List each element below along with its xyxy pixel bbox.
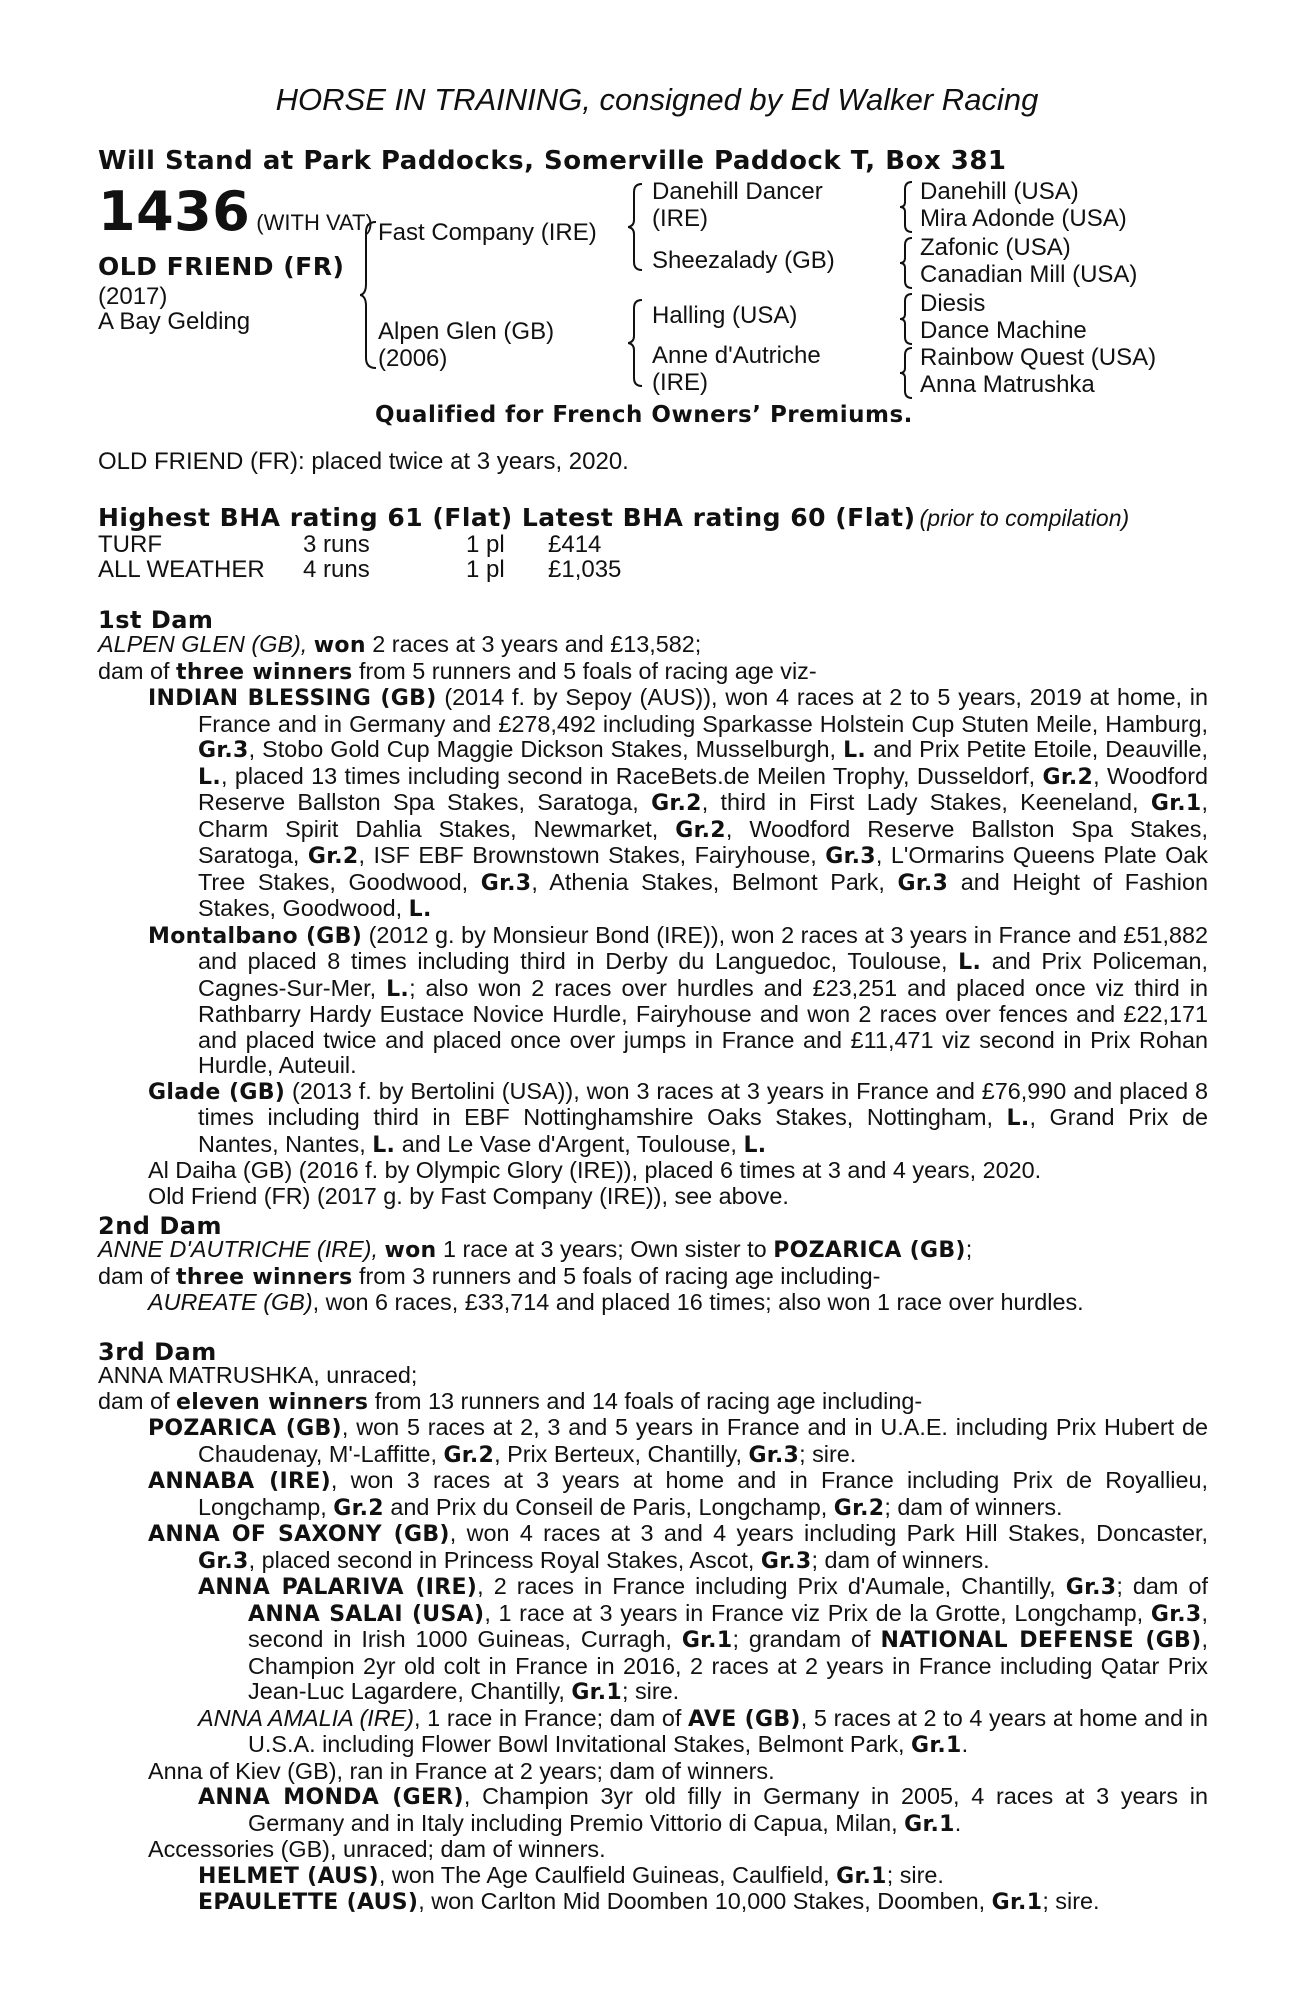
- text: from 5 runners and 5 foals of racing age viz-: [352, 657, 817, 684]
- text-run: , won 4 races at 3 and 4 years including Park Hill Stakes, Doncaster,: [449, 1520, 1208, 1546]
- grade-label: L.: [372, 1132, 396, 1158]
- produce-name: Glade (GB): [148, 1079, 286, 1105]
- text-run: ; dam of winners.: [884, 1493, 1063, 1520]
- grade-label: Gr.2: [307, 844, 359, 869]
- text-run: and Height of Fashion Stakes, Goodwood,: [198, 868, 1208, 921]
- produce-entry: Accessories (GB), unraced; dam of winners.: [148, 1836, 606, 1862]
- bha-rating: [98, 503, 1129, 532]
- text-run: from 13 runners and 14 foals of racing age including-: [368, 1387, 923, 1414]
- produce-name: ANNA SALAI (USA): [248, 1601, 485, 1627]
- pedigree-sss: Danehill (USA): [920, 178, 1079, 205]
- produce-entry: Old Friend (FR) (2017 g. by Fast Company (IRE)), see above.: [148, 1182, 789, 1209]
- record-places: 1 pl: [466, 531, 505, 558]
- pedigree-sire-sire-country: (IRE): [652, 205, 708, 232]
- grade-label: Gr.3: [198, 1548, 249, 1574]
- pedigree-ssd: Mira Adonde (USA): [920, 205, 1127, 232]
- produce-name: AUREATE (GB): [148, 1289, 313, 1315]
- record-runs: 4 runs: [303, 556, 370, 583]
- text-run: ; also won 2 races over hurdles and £23,251 and placed once viz third in Rathbarry Hardy Eustace Novice Hurdle, Fairyhouse and won 2 races over fences and £22,171 and placed twice and placed once over jumps in France and £11,471 viz second in Prix Rohan Hurdle, Auteuil.: [198, 974, 1208, 1078]
- text-run: , 1 race in France; dam of: [414, 1704, 689, 1731]
- text-run: , second in Irish 1000 Guineas, Curragh,: [248, 1599, 1208, 1652]
- pedigree-dam-sire: Halling (USA): [652, 302, 798, 329]
- produce-entry: [98, 1784, 1208, 1837]
- grade-label: Gr.1: [904, 1811, 955, 1837]
- second-dam-produce-summary: [98, 1264, 1208, 1291]
- second-dam-line: [98, 1237, 1208, 1264]
- text-run: and Prix du Conseil de Paris, Longchamp,: [383, 1493, 834, 1520]
- grade-label: Gr.2: [651, 791, 702, 816]
- pedigree-dam-year: (2006): [378, 345, 448, 372]
- text-run: , third in First Lady Stakes, Keeneland,: [701, 789, 1151, 815]
- second-dam-heading: 2nd Dam: [98, 1212, 222, 1240]
- grade-label: L.: [1006, 1106, 1030, 1131]
- vat-label: (WITH VAT): [256, 210, 373, 235]
- produce-name: NATIONAL DEFENSE (GB): [880, 1628, 1202, 1653]
- grade-label: Gr.3: [825, 844, 876, 869]
- text-run: , Athenia Stakes, Belmont Park,: [531, 868, 898, 895]
- first-dam-section: [98, 632, 1208, 1209]
- record-prize: £414: [548, 531, 602, 558]
- horse-description: A Bay Gelding: [98, 308, 251, 335]
- text-run: , Charm Spirit Dahlia Stakes, Newmarket,: [198, 789, 1208, 842]
- grade-label: Gr.2: [675, 817, 726, 843]
- grade-label: Gr.1: [1150, 791, 1202, 816]
- grade-label: Gr.2: [833, 1495, 885, 1521]
- produce-entry: [98, 1574, 1208, 1706]
- text-run: , placed second in Princess Royal Stakes, Ascot,: [248, 1546, 761, 1573]
- text-run: ; grandam of: [732, 1626, 881, 1652]
- produce-entry: Al Daiha (GB) (2016 f. by Olympic Glory (IRE)), placed 6 times at 3 and 4 years, 2020.: [148, 1157, 1042, 1183]
- page-title: HORSE IN TRAINING, consigned by Ed Walker Racing: [275, 82, 1039, 117]
- pedigree-dds: Rainbow Quest (USA): [920, 344, 1157, 371]
- pedigree-brace-sire: [628, 182, 646, 272]
- grade-label: Gr.2: [1042, 764, 1094, 790]
- horse-name: OLD FRIEND (FR): [98, 252, 345, 281]
- text-run: , won 3 races at 3 years at home and in France including Prix de Royallieu, Longchamp,: [198, 1467, 1208, 1520]
- pedigree-sire: Fast Company (IRE): [378, 219, 597, 246]
- text-run: ; dam of winners.: [811, 1546, 990, 1573]
- text-run: , Stobo Gold Cup Maggie Dickson Stakes, Musselburgh,: [248, 736, 844, 762]
- text-run: ; sire.: [799, 1440, 857, 1467]
- text-run: from 3 runners and 5 foals of racing age including-: [352, 1262, 881, 1289]
- first-dam-produce-summary: [98, 659, 1208, 686]
- grade-label: L.: [198, 764, 221, 790]
- produce-name: EPAULETTE (AUS): [198, 1890, 419, 1915]
- text-run: dam of: [98, 1262, 177, 1289]
- text-run: ; sire.: [1042, 1888, 1100, 1914]
- pedigree-ddd: Anna Matrushka: [920, 371, 1095, 398]
- text-run: and Le Vase d'Argent, Toulouse,: [395, 1130, 744, 1157]
- text-run: (2012 g. by Monsieur Bond (IRE)), won 2 races at 3 years in France and £51,882 and placed 8 times including third in Derby du Languedoc, Toulouse,: [198, 921, 1208, 974]
- text-run: .: [961, 1731, 969, 1757]
- grade-label: Gr.3: [897, 870, 949, 896]
- dam-record: 2 races at 3 years and £13,582;: [365, 631, 702, 657]
- produce-name: Montalbano (GB): [148, 923, 363, 949]
- text: dam of: [98, 657, 177, 684]
- dam-name: ALPEN GLEN (GB),: [98, 631, 314, 657]
- pedigree-dam-dam: Anne d'Autriche: [652, 342, 821, 369]
- grade-label: Gr.3: [760, 1548, 812, 1574]
- text-run: ; sire.: [886, 1861, 944, 1888]
- race-summary: OLD FRIEND (FR): placed twice at 3 years, 2020.: [98, 448, 629, 475]
- grade-label: Gr.2: [333, 1495, 384, 1521]
- first-dam-line: [98, 632, 1208, 659]
- third-dam-line: ANNA MATRUSHKA, unraced;: [98, 1362, 418, 1388]
- text-run: , 1 race at 3 years in France viz Prix de la Grotte, Longchamp,: [484, 1599, 1151, 1626]
- bha-rating-note: (prior to compilation): [919, 505, 1130, 531]
- produce-name: INDIAN BLESSING (GB): [148, 686, 437, 711]
- grade-label: Gr.1: [991, 1890, 1043, 1915]
- pedigree-brace-dd: [900, 346, 914, 400]
- pedigree-sdd: Canadian Mill (USA): [920, 261, 1138, 288]
- dam-name: ANNE D'AUTRICHE (IRE),: [98, 1236, 385, 1262]
- record-prize: £1,035: [548, 556, 622, 583]
- text-run: , 2 races in France including Prix d'Aumale, Chantilly,: [477, 1573, 1066, 1599]
- grade-label: L.: [958, 950, 982, 975]
- grade-label: Gr.1: [836, 1863, 887, 1889]
- produce-entry: [98, 1468, 1208, 1521]
- third-dam-heading: 3rd Dam: [98, 1338, 217, 1366]
- text-run: , ISF EBF Brownstown Stakes, Fairyhouse,: [358, 842, 826, 868]
- grade-label: Gr.3: [748, 1442, 800, 1468]
- produce-entry: [98, 1863, 1208, 1890]
- second-dam-section: [98, 1237, 1208, 1316]
- lot-number-value: 1436: [98, 180, 251, 243]
- grade-label: Gr.2: [443, 1442, 495, 1468]
- lot-number: [98, 180, 373, 250]
- grade-label: L.: [843, 738, 867, 763]
- produce-name: ANNABA (IRE): [148, 1469, 331, 1494]
- text-run: , L'Ormarins Queens Plate Oak Tree Stakes, Goodwood,: [198, 842, 1208, 895]
- produce-entry: [98, 1079, 1208, 1159]
- text-run: , placed 13 times including second in RaceBets.de Meilen Trophy, Dusseldorf,: [220, 762, 1043, 789]
- text-run: ; sire.: [621, 1678, 680, 1704]
- grade-label: Gr.3: [198, 738, 249, 763]
- grade-label: L.: [408, 897, 432, 922]
- third-dam-produce-summary: [98, 1389, 1208, 1416]
- winners-count: eleven winners: [176, 1389, 369, 1415]
- produce-entry: [98, 1521, 1208, 1574]
- grade-label: Gr.3: [480, 870, 532, 896]
- winners-count: three winners: [176, 1264, 353, 1290]
- produce-entry: [98, 1290, 1208, 1316]
- grade-label: L.: [386, 976, 410, 1002]
- grade-label: L.: [743, 1132, 767, 1158]
- winners-count: three winners: [176, 659, 353, 685]
- text-run: ; dam of: [1116, 1573, 1208, 1599]
- text-run: , Woodford Reserve Ballston Spa Stakes, Saratoga,: [198, 815, 1208, 868]
- won-label: won: [384, 1238, 437, 1263]
- grade-label: Gr.1: [571, 1680, 622, 1705]
- pedigree-brace-sd: [900, 236, 914, 290]
- text-run: , Prix Berteux, Chantilly,: [494, 1440, 749, 1467]
- grade-label: Gr.3: [1065, 1575, 1117, 1600]
- text-run: 1 race at 3 years; Own sister to: [436, 1236, 774, 1262]
- text-run: and Prix Petite Etoile, Deauville,: [866, 736, 1209, 762]
- premiums-note: Qualified for French Owners’ Premiums.: [375, 402, 913, 428]
- pedigree-sire-dam: Sheezalady (GB): [652, 247, 835, 274]
- produce-entry: [98, 923, 1208, 1079]
- pedigree-sire-sire: Danehill Dancer: [652, 178, 823, 205]
- pedigree-brace-ss: [900, 180, 914, 234]
- produce-name: ANNA OF SAXONY (GB): [148, 1522, 450, 1547]
- text-run: ;: [965, 1236, 973, 1262]
- record-surface: TURF: [98, 531, 162, 558]
- pedigree-dam-dam-country: (IRE): [652, 369, 708, 396]
- grade-label: Gr.1: [681, 1628, 733, 1653]
- record-places: 1 pl: [466, 556, 505, 583]
- pedigree-dss: Diesis: [920, 290, 986, 317]
- grade-label: Gr.3: [1150, 1601, 1202, 1627]
- grade-label: Gr.1: [911, 1733, 962, 1758]
- produce-name: POZARICA (GB): [148, 1416, 342, 1441]
- sister-name: POZARICA (GB): [773, 1238, 966, 1263]
- produce-entry: Anna of Kiev (GB), ran in France at 2 years; dam of winners.: [148, 1757, 775, 1784]
- produce-name: ANNA PALARIVA (IRE): [198, 1575, 478, 1600]
- third-dam-section: [98, 1363, 1208, 1916]
- pedigree-brace-main: [360, 220, 380, 370]
- produce-entry: [98, 1415, 1208, 1468]
- pedigree-brace-ds: [900, 292, 914, 346]
- text-run: (2014 f. by Sepoy (AUS)), won 4 races at 2 to 5 years, 2019 at home, in France and in Germany and £278,492 including Sparkasse Holstein Cup Stuten Meile, Hamburg,: [198, 684, 1208, 737]
- pedigree-dam: Alpen Glen (GB): [378, 318, 555, 345]
- record-surface: ALL WEATHER: [98, 556, 265, 583]
- record-runs: 3 runs: [303, 531, 370, 558]
- text-run: , Champion 3yr old filly in Germany in 2005, 4 races at 3 years in Germany and in Italy including Premio Vittorio di Capua, Milan,: [248, 1783, 1208, 1836]
- horse-year: (2017): [98, 283, 168, 310]
- first-dam-heading: 1st Dam: [98, 606, 214, 634]
- bha-rating-head: Highest BHA rating 61 (Flat) Latest BHA rating 60 (Flat): [98, 503, 916, 532]
- pedigree-brace-dam: [628, 298, 646, 388]
- produce-name: ANNA MONDA (GER): [198, 1785, 464, 1810]
- produce-entry: [98, 1889, 1208, 1916]
- pedigree-sds: Zafonic (USA): [920, 234, 1071, 261]
- text-run: , won Carlton Mid Doomben 10,000 Stakes, Doomben,: [418, 1888, 992, 1914]
- text-run: , Champion 2yr old colt in France in 2016, 2 races at 2 years in France including Qatar Prix Jean-Luc Lagardere, Chantilly,: [248, 1626, 1208, 1704]
- pedigree-dsd: Dance Machine: [920, 317, 1087, 344]
- text-run: dam of: [98, 1387, 177, 1414]
- produce-name: ANNA AMALIA (IRE): [198, 1704, 415, 1731]
- text-run: , Woodford Reserve Ballston Spa Stakes, Saratoga,: [198, 762, 1208, 815]
- text-run: (2013 f. by Bertolini (USA)), won 3 races at 3 years in France and £76,990 and placed 8 times including third in EBF Nottinghamshire Oaks Stakes, Nottingham,: [198, 1077, 1209, 1130]
- won-label: won: [313, 633, 366, 658]
- produce-entry: [98, 1706, 1208, 1759]
- text-run: , won 6 races, £33,714 and placed 16 times; also won 1 race over hurdles.: [312, 1289, 1084, 1315]
- produce-entry: [98, 685, 1208, 923]
- text-run: .: [954, 1809, 962, 1836]
- text-run: , Grand Prix de Nantes, Nantes,: [198, 1104, 1208, 1157]
- text-run: and Prix Policeman, Cagnes-Sur-Mer,: [198, 948, 1208, 1001]
- text-run: , 5 races at 2 to 4 years at home and in U.S.A. including Flower Bowl Invitational Stakes, Belmont Park,: [248, 1704, 1209, 1757]
- text-run: , won The Age Caulfield Guineas, Caulfield,: [378, 1861, 837, 1888]
- stand-location: Will Stand at Park Paddocks, Somerville Paddock T, Box 381: [98, 146, 1007, 176]
- produce-name: HELMET (AUS): [198, 1863, 379, 1889]
- produce-name: AVE (GB): [688, 1706, 801, 1732]
- text-run: , won 5 races at 2, 3 and 5 years in France and in U.A.E. including Prix Hubert de Chaudenay, M'-Laffitte,: [198, 1414, 1208, 1467]
